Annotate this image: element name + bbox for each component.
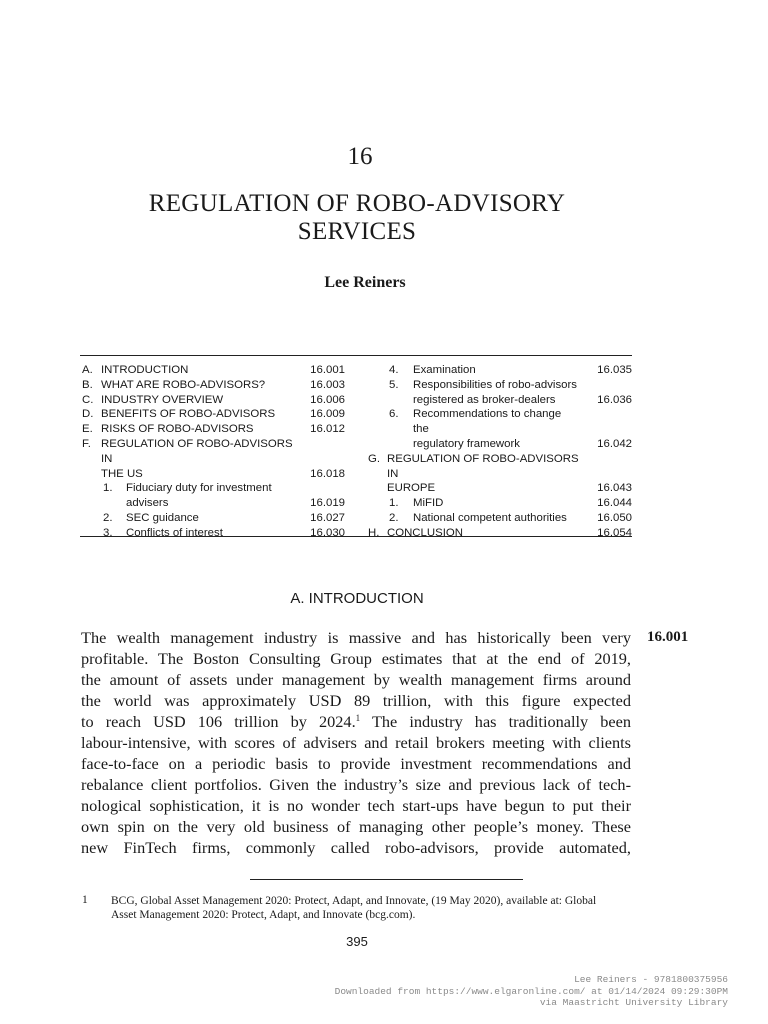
toc-entry[interactable] — [368, 452, 632, 496]
page-number: 395 — [346, 934, 368, 949]
toc-entry[interactable] — [82, 526, 345, 541]
toc-entry[interactable] — [368, 378, 632, 408]
toc-entry-paragraph-number: 16.035 — [597, 364, 632, 376]
toc-entry-marker: 2. — [389, 511, 399, 524]
toc-entry-paragraph-number: 16.018 — [310, 467, 345, 480]
toc-entry-title: regulatory framework — [413, 437, 520, 450]
footnote-line: BCG, Global Asset Management 2020: Protect, Adapt, and Innovate, (19 May 2020), available at: Global — [111, 895, 597, 907]
toc-entry[interactable] — [82, 363, 345, 378]
toc-entry-paragraph-number: 16.001 — [310, 364, 345, 376]
toc-entry-paragraph-number: 16.030 — [310, 526, 345, 539]
chapter-title — [100, 190, 614, 246]
toc-entry[interactable] — [82, 393, 345, 408]
toc-entry-title: Recommendations to change the — [413, 408, 562, 436]
paragraph-number: 16.001 — [647, 629, 689, 645]
toc-right-column — [368, 363, 632, 541]
toc-entry-marker: 6. — [389, 408, 399, 421]
toc-entry-title: EUROPE — [387, 482, 436, 495]
toc-entry-title: registered as broker-dealers — [413, 393, 556, 406]
body-line: nological sophistication, it is no wonder tech start-ups have begun to put their — [81, 796, 631, 815]
toc-entry-marker: B. — [82, 378, 93, 391]
toc-entry-marker: 1. — [103, 482, 113, 495]
download-watermark — [300, 974, 728, 1009]
watermark-line: Lee Reiners - 9781800375956 — [574, 974, 728, 985]
toc-entry-paragraph-number: 16.042 — [597, 437, 632, 450]
toc-entry[interactable] — [368, 511, 632, 526]
toc-entry[interactable] — [82, 481, 345, 511]
toc-entry-title: WHAT ARE ROBO-ADVISORS? — [101, 378, 266, 391]
table-of-contents — [82, 363, 632, 539]
footnote-text — [111, 894, 631, 922]
body-line: profitable. The Boston Consulting Group estimates that at the end of 2019, — [81, 649, 631, 668]
toc-entry[interactable] — [82, 378, 345, 393]
toc-entry-title: INTRODUCTION — [101, 364, 189, 376]
toc-entry-marker: 5. — [389, 378, 399, 391]
toc-entry[interactable] — [368, 526, 632, 541]
toc-entry-title: THE US — [101, 467, 143, 480]
body-line: rebalance client portfolios. Given the industry’s size and previous lack of tech- — [81, 775, 631, 794]
toc-entry-title: RISKS OF ROBO-ADVISORS — [101, 423, 254, 436]
chapter-number: 16 — [347, 143, 373, 170]
toc-entry[interactable] — [368, 496, 632, 511]
toc-entry[interactable] — [82, 422, 345, 437]
toc-entry-paragraph-number: 16.044 — [597, 497, 632, 510]
toc-entry-marker: H. — [368, 526, 380, 539]
toc-entry-paragraph-number: 16.006 — [310, 393, 345, 406]
toc-entry-marker: 2. — [103, 511, 113, 524]
body-line-part: to reach USD 106 trillion by 2024. — [81, 712, 356, 731]
toc-entry[interactable] — [82, 511, 345, 526]
body-line: the world was approximately USD 89 trillion, with this figure expected — [81, 691, 631, 710]
footnote-line: Asset Management 2020: Protect, Adapt, and Innovate (bcg.com). — [111, 909, 416, 921]
toc-entry-paragraph-number: 16.009 — [310, 408, 345, 421]
toc-entry-paragraph-number: 16.054 — [597, 526, 632, 539]
toc-entry-paragraph-number: 16.036 — [597, 393, 632, 406]
toc-entry-marker: 3. — [103, 526, 113, 539]
toc-entry-marker: E. — [82, 423, 93, 436]
toc-entry-paragraph-number: 16.043 — [597, 482, 632, 495]
toc-entry-title: INDUSTRY OVERVIEW — [101, 393, 224, 406]
toc-entry-title: CONCLUSION — [387, 526, 463, 539]
toc-entry-marker: 4. — [389, 364, 399, 376]
toc-entry-title: SEC guidance — [126, 511, 199, 524]
toc-entry-marker: A. — [82, 364, 93, 376]
toc-entry[interactable] — [82, 437, 345, 481]
body-line: face-to-face on a periodic basis to provide investment recommendations and — [81, 754, 631, 773]
body-line: The wealth management industry is massive and has historically been very — [81, 628, 631, 647]
footnote-reference[interactable]: 1 — [355, 713, 361, 723]
body-line: new FinTech firms, commonly called robo-advisors, provide automated, — [81, 838, 631, 857]
body-line: the amount of assets under management by wealth management firms around — [81, 670, 631, 689]
footnote-number: 1 — [82, 894, 88, 906]
toc-entry-title: Fiduciary duty for investment — [126, 482, 272, 495]
body-line-part: The industry has traditionally been — [360, 712, 631, 731]
watermark-line: via Maastricht University Library — [539, 997, 728, 1009]
toc-entry-paragraph-number: 16.027 — [310, 511, 345, 524]
toc-entry-marker: F. — [82, 437, 91, 450]
toc-entry-title: BENEFITS OF ROBO-ADVISORS — [101, 408, 276, 421]
toc-left-column — [82, 363, 345, 541]
body-line — [81, 711, 631, 732]
toc-bottom-rule — [80, 536, 632, 537]
toc-entry-title: Responsibilities of robo-advisors — [413, 378, 577, 391]
toc-entry-title: REGULATION OF ROBO-ADVISORS IN — [101, 437, 293, 465]
toc-entry-title: MiFID — [413, 497, 444, 510]
author-name: Lee Reiners — [324, 274, 406, 291]
toc-entry-title: advisers — [126, 497, 169, 510]
toc-entry-marker: C. — [82, 393, 94, 406]
watermark-line: Downloaded from https://www.elgaronline.com/ at 01/14/2024 09:29:30PM — [334, 985, 728, 997]
toc-entry-title: National competent authorities — [413, 511, 567, 524]
toc-entry-paragraph-number: 16.019 — [310, 497, 345, 510]
body-line: own spin on the very old business of managing other people’s money. These — [81, 817, 631, 836]
toc-entry-paragraph-number: 16.050 — [597, 511, 632, 524]
toc-top-rule — [80, 355, 632, 356]
toc-entry-paragraph-number: 16.003 — [310, 378, 345, 391]
chapter-title-line2: SERVICES — [297, 218, 417, 245]
chapter-title-line1: REGULATION OF ROBO-ADVISORY — [148, 190, 566, 217]
toc-entry-title: Examination — [413, 364, 476, 376]
toc-entry[interactable] — [82, 407, 345, 422]
section-heading: A. INTRODUCTION — [290, 590, 424, 607]
toc-entry-marker: D. — [82, 408, 94, 421]
toc-entry-marker: G. — [368, 452, 381, 465]
body-paragraph — [81, 627, 631, 858]
toc-entry-paragraph-number: 16.012 — [310, 423, 345, 436]
body-line: labour-intensive, with scores of advisers and retail brokers meeting with clients — [81, 733, 631, 752]
toc-entry[interactable] — [368, 363, 632, 378]
toc-entry-marker: 1. — [389, 497, 399, 510]
toc-entry-title: Conflicts of interest — [126, 526, 223, 539]
footnote-rule — [250, 879, 523, 880]
toc-entry[interactable] — [368, 407, 632, 451]
toc-entry-title: REGULATION OF ROBO-ADVISORS IN — [387, 452, 579, 480]
